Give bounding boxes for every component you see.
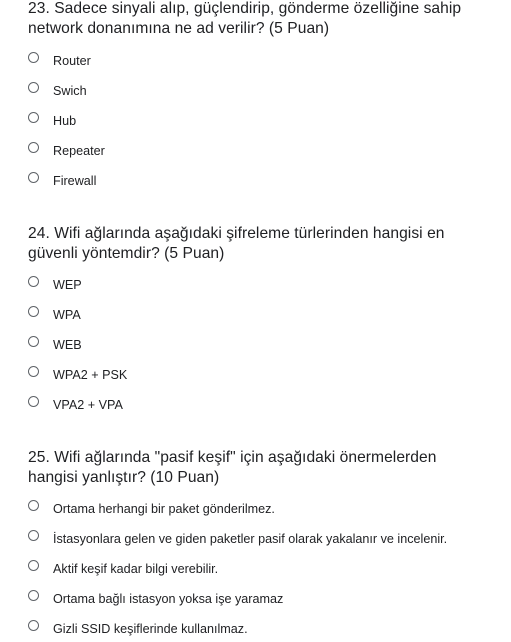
radio-button[interactable] [28, 306, 39, 317]
option-label: Router [53, 54, 91, 68]
radio-button[interactable] [28, 276, 39, 287]
radio-button[interactable] [28, 142, 39, 153]
option-label: Repeater [53, 144, 105, 158]
question-title-line: 24. Wifi ağlarında aşağıdaki şifreleme türlerinden hangisi en [28, 225, 445, 242]
option-router[interactable] [26, 52, 496, 74]
option-label: WEB [53, 338, 82, 352]
radio-button[interactable] [28, 620, 39, 631]
option-wpa[interactable] [26, 306, 496, 328]
option-wpa2-psk[interactable] [26, 366, 496, 388]
option-label: Firewall [53, 174, 97, 188]
radio-button[interactable] [28, 366, 39, 377]
option-no-packet-sent[interactable] [26, 500, 496, 522]
question-title [28, 224, 498, 264]
option-packets-captured[interactable] [26, 530, 496, 552]
option-label: Ortama bağlı istasyon yoksa işe yaramaz [53, 592, 284, 606]
radio-button[interactable] [28, 336, 39, 347]
option-label: Gizli SSID keşiflerinde kullanılmaz. [53, 622, 248, 636]
option-hub[interactable] [26, 112, 496, 134]
question-title-line: 25. Wifi ağlarında "pasif keşif" için aşağıdaki önermelerden [28, 449, 437, 466]
radio-button[interactable] [28, 112, 39, 123]
option-label: WEP [53, 278, 82, 292]
radio-button[interactable] [28, 560, 39, 571]
radio-button[interactable] [28, 396, 39, 407]
radio-button[interactable] [28, 530, 39, 541]
radio-button[interactable] [28, 52, 39, 63]
option-web[interactable] [26, 336, 496, 358]
option-same-info-as-active[interactable] [26, 560, 496, 582]
option-firewall[interactable] [26, 172, 496, 194]
option-label: VPA2 + VPA [53, 398, 123, 412]
option-label: WPA [53, 308, 81, 322]
question-title [28, 0, 498, 39]
option-swich[interactable] [26, 82, 496, 104]
option-useless-without-station[interactable] [26, 590, 496, 612]
question-title-line: güvenli yöntemdir? (5 Puan) [28, 245, 225, 262]
option-label: Swich [53, 84, 87, 98]
question-title-line: hangisi yanlıştır? (10 Puan) [28, 469, 220, 486]
option-label: Ortama herhangi bir paket gönderilmez. [53, 502, 275, 516]
radio-button[interactable] [28, 82, 39, 93]
question-title [28, 448, 498, 488]
option-wep[interactable] [26, 276, 496, 298]
option-label: Hub [53, 114, 77, 128]
option-label: WPA2 + PSK [53, 368, 128, 382]
radio-button[interactable] [28, 500, 39, 511]
option-repeater[interactable] [26, 142, 496, 164]
option-label: Aktif keşif kadar bilgi verebilir. [53, 562, 219, 576]
option-label: İstasyonlara gelen ve giden paketler pasif olarak yakalanır ve incelenir. [53, 532, 448, 546]
radio-button[interactable] [28, 172, 39, 183]
question-title-line: 23. Sadece sinyali alıp, güçlendirip, gönderme özelliğine sahip [28, 0, 462, 17]
option-vpa2-vpa[interactable] [26, 396, 496, 418]
radio-button[interactable] [28, 590, 39, 601]
question-title-line: network donanımına ne ad verilir? (5 Puan) [28, 20, 330, 37]
